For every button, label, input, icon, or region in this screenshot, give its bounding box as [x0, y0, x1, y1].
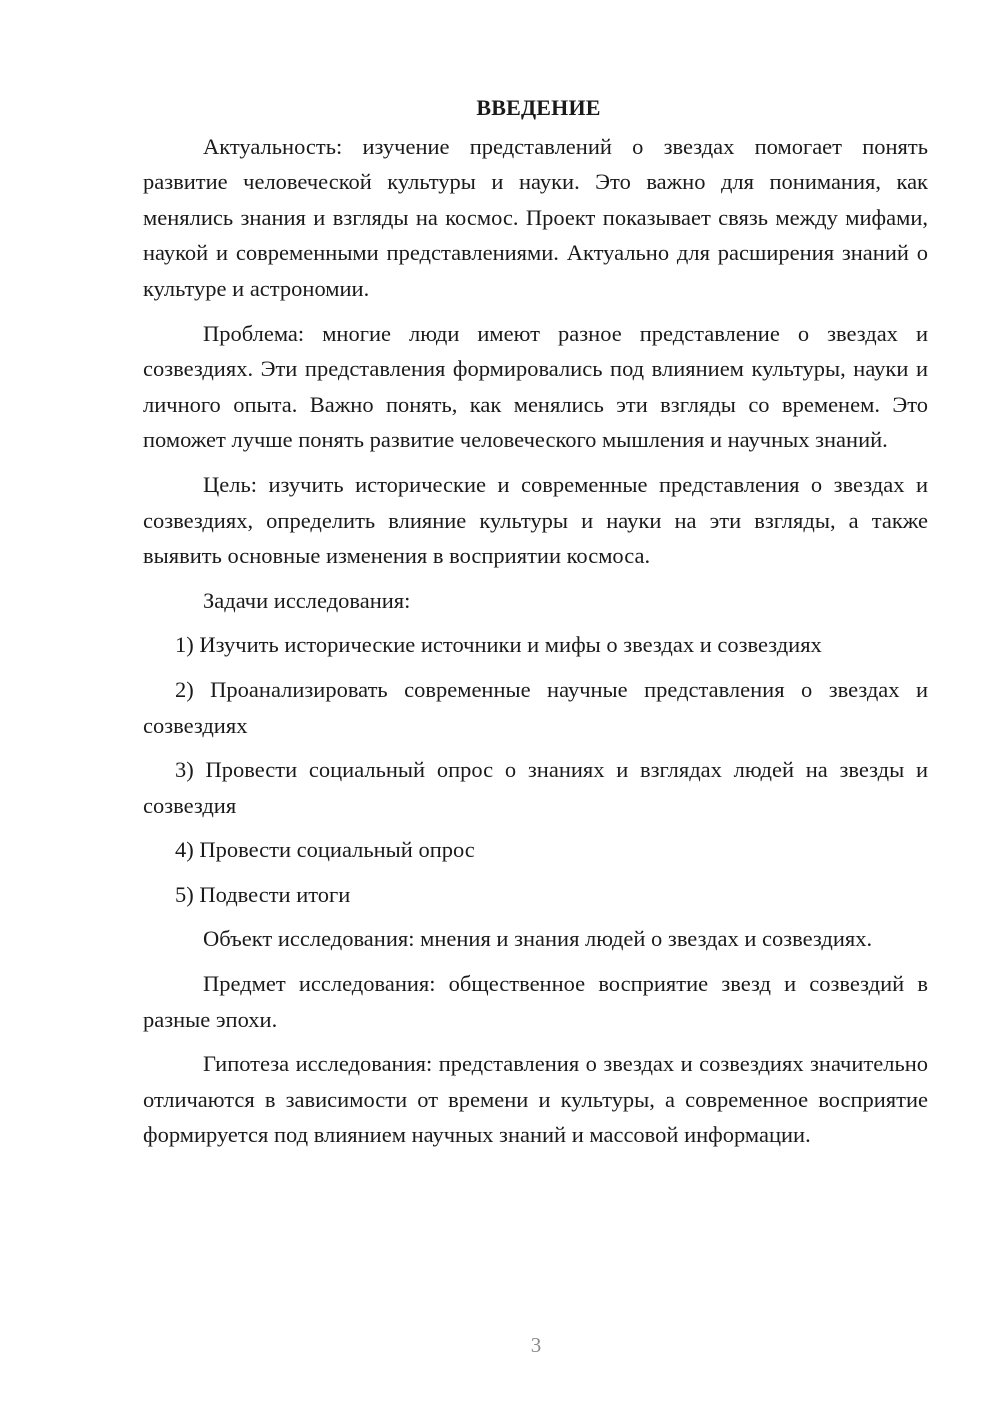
task-item-1: 1) Изучить исторические источники и мифы о звездах и созвездиях: [175, 632, 822, 658]
task-item-3: 3) Провести социальный опрос о знаниях и взглядах людей на звезды и созвездия: [143, 757, 928, 818]
relevance-paragraph: Актуальность: изучение представлений о звездах помогает понять развитие человеческой культуры и науки. Это важно для понимания, как менялись знания и взгляды на космос. Проект показывает связь между мифами, наукой и современными представлениями. Актуально для расширения знаний о культуре и астрономии.: [143, 133, 928, 301]
section-title: ВВЕДЕНИЕ: [476, 95, 601, 120]
task-item-2: 2) Проанализировать современные научные представления о звездах и созвездиях: [143, 676, 928, 738]
task-item-4: 4) Провести социальный опрос: [175, 837, 475, 863]
page-number: 3: [530, 1333, 542, 1357]
problem-paragraph: Проблема: многие люди имеют разное представление о звездах и созвездиях. Эти представления формировались под влиянием культуры, науки и личного опыта. Важно понять, как менялись эти взгляды со временем. Это поможет лучше понять развитие человеческого мышления и научных знаний.: [143, 320, 928, 453]
hypothesis-paragraph: Гипотеза исследования: представления о звездах и созвездиях значительно отличаются в зависимости от времени и культуры, а современное восприятие формируется под влиянием научных знаний и массовой информации.: [143, 1051, 928, 1148]
page-content: [143, 90, 928, 1162]
goal-paragraph: Цель: изучить исторические и современные представления о звездах и созвездиях, определить влияние культуры и науки на эти взгляды, а также выявить основные изменения в восприятии космоса.: [143, 471, 928, 569]
task-item-5: 5) Подвести итоги: [175, 881, 351, 907]
object-paragraph: Объект исследования: мнения и знания людей о звездах и созвездиях.: [203, 926, 873, 952]
subject-paragraph: Предмет исследования: общественное восприятие звезд и созвездий в разные эпохи.: [143, 971, 928, 1032]
tasks-heading: Задачи исследования:: [203, 587, 411, 613]
